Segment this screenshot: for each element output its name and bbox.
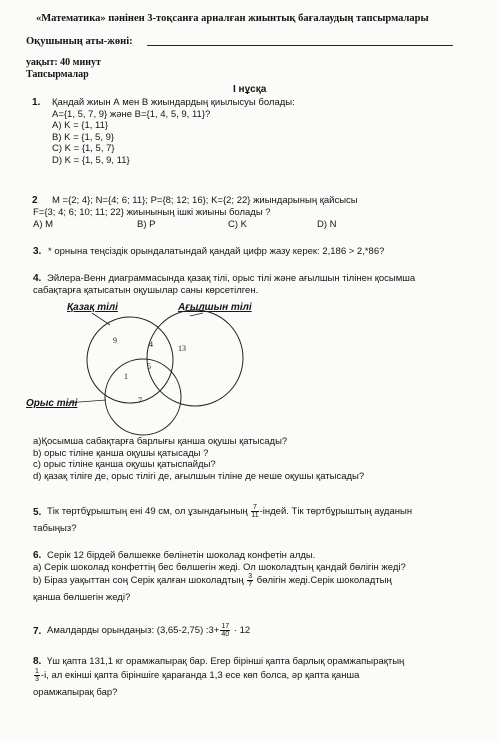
q4-question-a: а)Қосымша сабақтарға барлығы қанша оқушы қатысады? xyxy=(33,436,288,447)
venn-value-13: 13 xyxy=(178,344,186,353)
venn-circle-kazakh xyxy=(87,317,173,403)
q5-fraction-num: 7 xyxy=(253,503,257,511)
q6-fraction-num: 3 xyxy=(248,572,253,580)
q8-text-post: -і, ал екінші қапта біріншіге қарағанда 1,3 есе көп болса, әр қапта қанша xyxy=(40,670,360,681)
q6-line4: қанша бөлшегін жеді? xyxy=(33,592,131,603)
time-label: уақыт: 40 минут xyxy=(26,57,101,68)
q1-option-d: D) K = {1, 5, 9, 11} xyxy=(52,154,130,166)
q1-option-c: C) K = {1, 5, 7} xyxy=(52,143,115,154)
q4-line1: Эйлера-Венн диаграммасында қазақ тілі, орыс тілі және ағылшын тілінен қосымша xyxy=(47,273,416,284)
q1-number: 1. xyxy=(32,97,41,108)
q2-option-b: B) P xyxy=(137,219,156,230)
q6-text-post: бөлігін жеді.Серік шоколадтың xyxy=(256,575,392,586)
variant-label: І нұсқа xyxy=(233,84,267,95)
q6-line2: а) Серік шоколад конфеттің бес бөлшегін жеді. Ол шоколадтың қандай бөлігін жеді? xyxy=(33,562,406,573)
q8-fraction-num: 1 xyxy=(35,667,39,675)
q7-fraction-num: 17 xyxy=(221,622,230,630)
q4-line2: сабақтарға қатысатын оқушылар саны көрсетілген. xyxy=(33,285,259,296)
venn-value-5: 5 xyxy=(147,362,151,371)
venn-value-1: 1 xyxy=(124,372,128,381)
q8-line1: Үш қапта 131,1 кг орамжапырақ бар. Егер бірінші қапта барлық орамжапырақтың xyxy=(47,656,405,667)
q1-sets: A={1, 5, 7, 9} және B={1, 4, 5, 9, 11}? xyxy=(52,108,211,120)
tasks-label: Тапсырмалар xyxy=(26,69,89,80)
q3-text: * орнына теңсіздік орындалатындай қандай цифр жазу керек: 2,186 > 2,*86? xyxy=(48,246,385,257)
venn-label-kazakh: Қазақ тілі xyxy=(67,302,118,313)
q7-text-post: · 12 xyxy=(233,625,251,636)
q4-question-b: b) орыс тіліне қанша оқушы қатысады ? xyxy=(33,447,209,459)
q4-subquestions xyxy=(33,436,364,482)
q2-line2: F={3; 4; 6; 10; 11; 22} жиынының ішкі жиыны болады ? xyxy=(33,207,271,218)
q8-fraction-den: 3 xyxy=(35,675,39,683)
q4-number: 4. xyxy=(33,273,42,284)
venn-label-russian: Орыс тілі xyxy=(26,398,78,409)
venn-pointer-english xyxy=(190,313,203,316)
q7-fraction-den: 40 xyxy=(221,630,230,638)
q1-option-b: B) K = {1, 5, 9} xyxy=(52,131,115,143)
q5-number: 5. xyxy=(33,507,42,518)
q2-line1: M ={2; 4}; N={4; 6; 11}; P={8; 12; 16}; K={2; 22} жиындарының қайсысы xyxy=(52,195,358,206)
q4-question-d: d) қазақ тіліге де, орыс тілігі де, ағылшын тіліне де неше оқушы қатысады? xyxy=(33,470,365,482)
q6-fraction-den: 7 xyxy=(248,580,253,588)
q8-line2 xyxy=(33,667,359,685)
venn-value-7: 7 xyxy=(138,396,142,405)
q5-fraction xyxy=(251,504,258,519)
q1-text: Қандай жиын А мен В жиындардың қиылысуы болады: xyxy=(52,97,295,108)
venn-pointer-kazakh xyxy=(92,313,110,325)
q7-fraction xyxy=(220,623,230,638)
q2-number: 2 xyxy=(32,195,38,206)
document-title: «Математика» пәнінен 3-тоқсанға арналған жиынтық бағалаудың тапсырмалары xyxy=(36,13,429,24)
q5-line2: табыңыз? xyxy=(33,523,77,534)
q5-text-pre: Тік төртбұрыштың ені 49 см, ол ұзындағының xyxy=(47,506,248,517)
q7-number: 7. xyxy=(33,626,42,637)
q1-option-a: A) K = {1, 11} xyxy=(52,120,109,131)
q6-line1: Серік 12 бірдей бөлшекке бөлінетін шоколад конфетін алды. xyxy=(47,550,316,561)
venn-circle-english xyxy=(147,310,243,406)
q8-fraction xyxy=(34,668,40,683)
q5-line1 xyxy=(47,503,412,521)
q6-line3 xyxy=(33,572,392,590)
q3-number: 3. xyxy=(33,246,42,257)
venn-value-9: 9 xyxy=(113,336,117,345)
student-name-label: Оқушының аты-жөні: xyxy=(26,36,133,47)
venn-circle-russian xyxy=(105,359,181,435)
venn-value-4: 4 xyxy=(149,340,153,349)
q7-text-pre: Амалдарды орындаңыз: (3,65-2,75) :3+ xyxy=(47,625,220,636)
q8-number: 8. xyxy=(33,656,42,667)
q7-expression xyxy=(47,622,250,640)
q5-fraction-den: 11 xyxy=(251,511,259,519)
q8-line3: орамжапырақ бар? xyxy=(33,687,118,698)
q6-number: 6. xyxy=(33,550,42,561)
q6-text-pre: b) Біраз уақыттан соң Серік қалған шоколадтың xyxy=(33,575,244,586)
q4-question-c: c) орыс тіліне қанша оқушы қатыспайды? xyxy=(33,459,216,470)
q6-fraction xyxy=(247,573,253,588)
q2-option-c: C) K xyxy=(228,219,247,230)
q2-option-a: A) M xyxy=(33,219,54,230)
venn-label-english: Ағылшын тілі xyxy=(178,302,252,313)
q5-text-post: -індей. Тік төртбұрыштың ауданын xyxy=(259,506,413,517)
venn-pointer-russian xyxy=(66,400,106,403)
q2-option-d: D) N xyxy=(317,219,337,230)
